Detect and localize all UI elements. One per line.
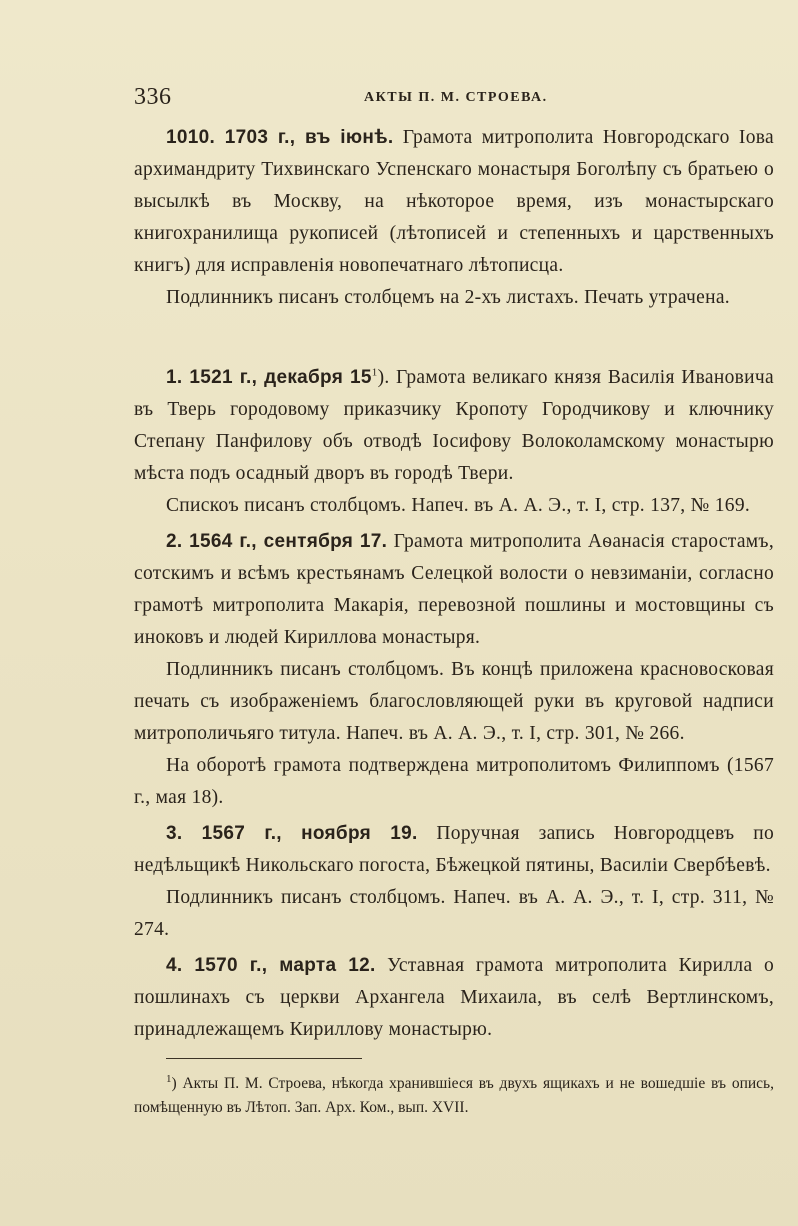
footnote-ref: 1 [371, 366, 378, 379]
entry-note: Подлинникъ писанъ столбцомъ. Въ концѣ приложена красновосковая печать съ изображеніемъ благословляющей руки въ круговой надписи митрополичьяго титула. Напеч. въ А. А. Э., т. I, стр. 301, № 266. [134, 659, 774, 744]
entry-2 [134, 526, 774, 654]
entry-heading: 3. 1567 г., ноября 19. [166, 823, 418, 844]
footnote-text: ) Акты П. М. Строева, нѣкогда хранившіеся въ двухъ ящикахъ и не вошедшіе въ опись, помѣщенную въ Лѣтоп. Зап. Арх. Ком., вып. XVII. [134, 1075, 774, 1116]
entry-heading: 1010. 1703 г., въ іюнѣ. [166, 127, 394, 148]
entry-4 [134, 950, 774, 1046]
page-header [134, 84, 774, 114]
entry-note: Подлинникъ писанъ столбцомъ. Напеч. въ А. А. Э., т. I, стр. 311, № 274. [134, 887, 774, 940]
running-head: АКТЫ П. М. СТРОЕВА. [364, 90, 548, 105]
entry-1010 [134, 122, 774, 282]
entry-text: Уставная грамота митрополита Кирилла о пошлинахъ съ церкви Архангела Михаила, въ селѣ Вертлинскомъ, принадлежащемъ Кириллову монастырю. [134, 955, 775, 1040]
entry-heading: 2. 1564 г., сентября 17. [166, 531, 388, 552]
entry-3 [134, 818, 774, 882]
page-number: 336 [134, 84, 172, 110]
entry-text: ). Грамота великаго князя Василія Ивановича въ Тверь городовому приказчику Кропоту Городчикову и ключнику Степану Панфилову объ отводѣ Іосифову Волоколамскому монастырю мѣста подъ осадный дворъ въ городѣ Твери. [134, 367, 774, 484]
entry-text: Грамота митрополита Новгородскаго Іова архимандриту Тихвинскаго Успенскаго монастыря Боголѣпу съ братьею о высылкѣ въ Москву, на нѣкоторое время, изъ монастырскаго книгохранилища рукописей (лѣтописей и степенныхъ и царственныхъ книгъ) для исправленія новопечатнаго лѣтописца. [134, 127, 774, 276]
entry-note-2: На оборотѣ грамота подтверждена митрополитомъ Филиппомъ (1567 г., мая 18). [134, 755, 774, 808]
entry-heading: 4. 1570 г., марта 12. [166, 955, 376, 976]
page-body [134, 122, 774, 1046]
entry-text: Грамота митрополита Аѳанасія старостамъ, сотскимъ и всѣмъ крестьянамъ Селецкой волости о невзиманіи, согласно грамотѣ митрополита Макарія, перевозной пошлины и мостовщины съ иноковъ и людей Кириллова монастыря. [134, 531, 774, 648]
entry-1 [134, 362, 774, 490]
entry-note: Спискоъ писанъ столбцомъ. Напеч. въ А. А. Э., т. I, стр. 137, № 169. [166, 495, 751, 516]
entry-note: Подлинникъ писанъ столбцемъ на 2-хъ листахъ. Печать утрачена. [166, 287, 730, 308]
footnote-divider [166, 1058, 362, 1059]
entry-text: Поручная запись Новгородцевъ по недѣльщикѣ Никольскаго погоста, Бѣжецкой пятины, Василіи Свербѣевѣ. [134, 823, 774, 876]
entry-heading: 1. 1521 г., декабря 15 [166, 367, 372, 388]
footnote [134, 1072, 774, 1120]
footnote-mark: 1 [166, 1072, 172, 1085]
